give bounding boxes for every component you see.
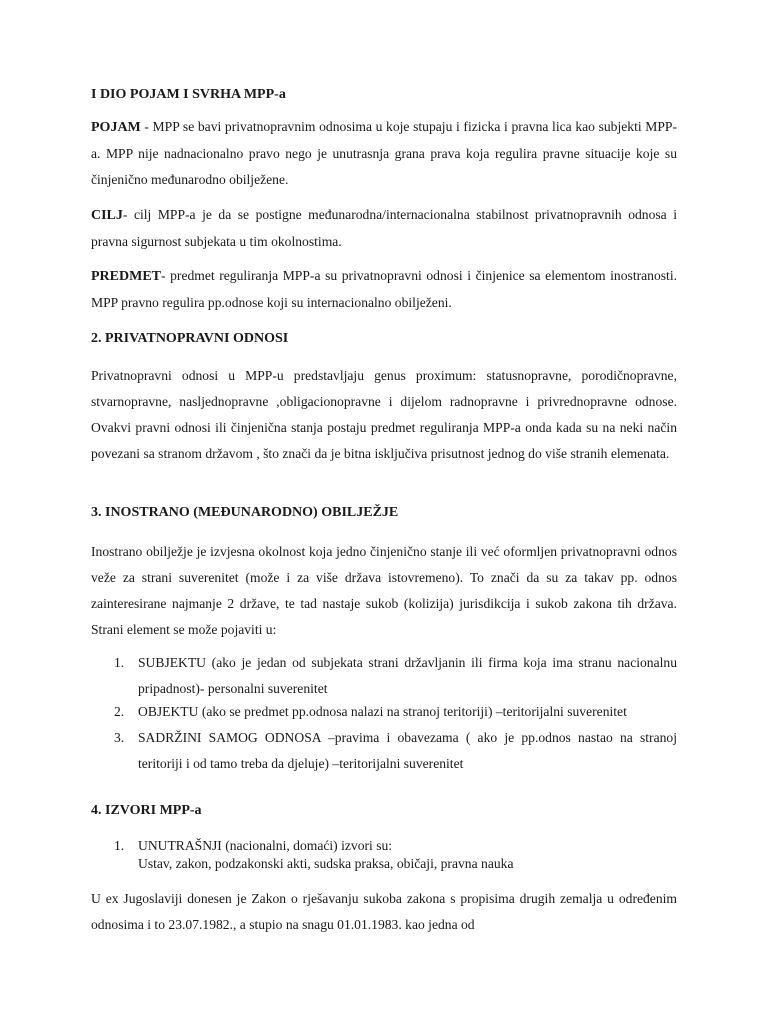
list-item: 1. SUBJEKTU (ako je jedan od subjekata strani državljanin ili firma koja ima stranu nacionalnu pripadnost)- personalni suverenitet — [114, 655, 677, 696]
predmet-paragraph — [91, 263, 677, 316]
pojam-paragraph — [91, 114, 677, 193]
section3-heading: 3. INOSTRANO (MEĐUNARODNO) OBILJEŽJE — [91, 505, 399, 520]
cilj-text: - cilj MPP-a je da se postigne međunarodna/internacionalna stabilnost privatnopravnih odnosa i pravna sigurnost subjekata u tim okolnostima. — [91, 207, 677, 249]
predmet-text: - predmet reguliranja MPP-a su privatnopravni odnosi i činjenice sa elementom inostranosti. MPP pravno regulira pp.odnose koji su internacionalno obilježeni. — [91, 268, 677, 310]
cilj-paragraph — [91, 202, 677, 255]
predmet-label: PREDMET — [91, 269, 161, 284]
pojam-label: POJAM — [91, 120, 141, 135]
list-item: 3. SADRŽINI SAMOG ODNOSA –pravima i obavezama ( ako je pp.odnos nastao na stranoj teritoriji i od tamo treba da djeluje) –teritorijalni suverenitet — [114, 730, 677, 771]
pojam-text: - MPP se bavi privatnopravnim odnosima u koje stupaju i fizicka i pravna lica kao subjekti MPP-a. MPP nije nadnacionalno pravo nego je unutrasnja grana prava koja regulira pravne situacije koje su činjenično međunarodno obilježene. — [91, 119, 677, 187]
section4-heading: 4. IZVORI MPP-a — [91, 803, 202, 818]
cilj-label: CILJ — [91, 208, 123, 223]
section3-paragraph: Inostrano obilježje je izvjesna okolnost koja jedno činjenično stanje ili već oformljen privatnopravni odnos veže za strani suverenitet (može i za više država istovremeno). To znači da su za takav pp. odnos zainteresirane najmanje 2 države, te tad nastaje sukob (kolizija) jurisdikcija i sukob zakona tih država. Strani element se može pojaviti u: — [91, 544, 677, 637]
section2-heading: 2. PRIVATNOPRAVNI ODNOSI — [91, 331, 289, 346]
section1-heading: I DIO POJAM I SVRHA MPP-a — [91, 87, 286, 102]
list-item: 2. OBJEKTU (ako se predmet pp.odnosa nalazi na stranoj teritoriji) –teritorijalni suverenitet — [114, 704, 627, 719]
list-item: 1. UNUTRAŠNJI (nacionalni, domaći) izvori su: Ustav, zakon, podzakonski akti, sudska praksa, običaji, pravna nauka — [114, 838, 514, 871]
section4-paragraph: U ex Jugoslaviji donesen je Zakon o rješavanju sukoba zakona s propisima drugih zemalja u određenim odnosima i to 23.07.1982., a stupio na snagu 01.01.1983. kao jedna od — [91, 891, 677, 932]
foreign-element-list — [91, 650, 677, 777]
sources-list — [91, 837, 677, 873]
section2-paragraph: Privatnopravni odnosi u MPP-u predstavljaju genus proximum: statusnopravne, porodičnopravne, stvarnopravne, nasljednopravne ,obligacionopravne i dijelom radnopravne i privrednopravne odnose. Ovakvi pravni odnosi ili činjenična stanja postaju predmet reguliranja MPP-a onda kada su na neki način povezani sa stranom državom , što znači da je bitna isključiva prisutnost jednog do više stranih elemenata. — [91, 368, 677, 461]
